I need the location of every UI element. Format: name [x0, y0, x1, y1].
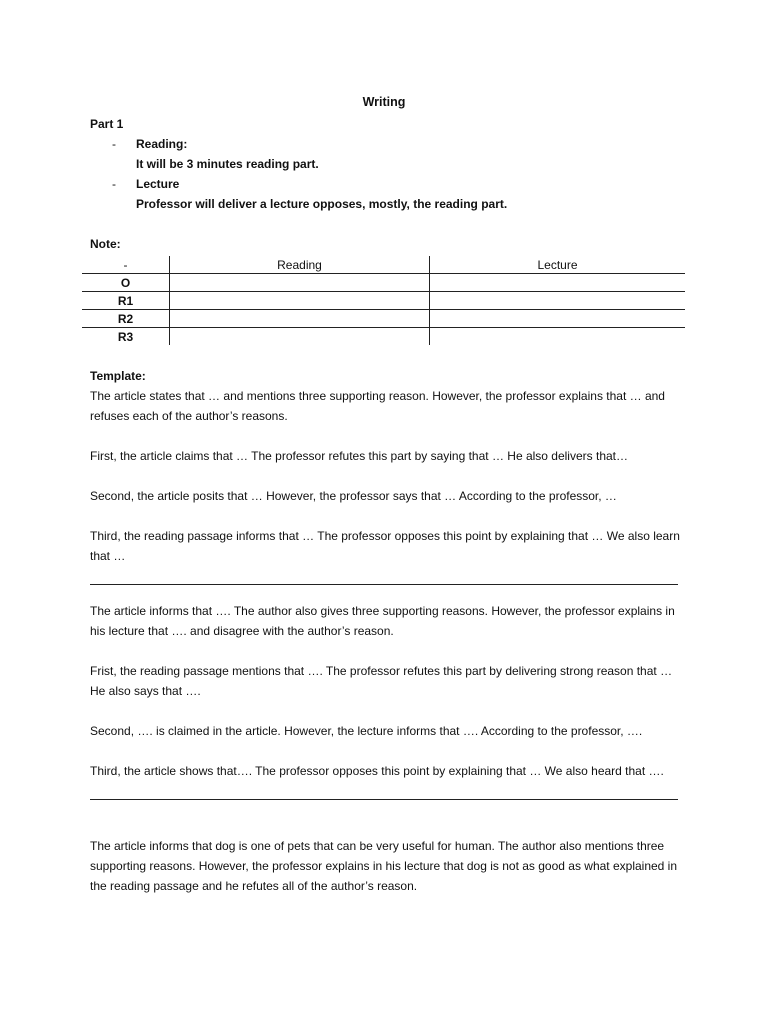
note-table — [82, 256, 685, 345]
table-row-label: R1 — [117, 293, 134, 308]
table-row-label: O — [120, 275, 131, 290]
table-cell — [430, 310, 686, 328]
table-row — [82, 310, 685, 328]
table-cell — [430, 274, 686, 292]
section-divider — [90, 799, 678, 800]
table-cell — [430, 328, 686, 346]
table-header-cell: - — [123, 257, 128, 272]
template-label: Template: — [90, 369, 146, 383]
bullet-dash: - — [112, 137, 116, 151]
table-row-label: R2 — [117, 311, 134, 326]
table-header-cell: Lecture — [430, 256, 686, 274]
bullet-dash: - — [112, 177, 116, 191]
bullet-reading-heading: Reading: — [136, 137, 188, 151]
template-paragraph: First, the article claims that … The professor refutes this part by saying that … He also delivers that… — [90, 449, 628, 463]
table-header-row — [82, 256, 685, 274]
section2-paragraph: The article informs that …. The author also gives three supporting reasons. However, the professor explains in his lecture that …. and disagree with the author’s reason. — [90, 604, 675, 638]
section2-paragraph: Second, …. is claimed in the article. However, the lecture informs that …. According to the professor, …. — [90, 724, 643, 738]
table-cell — [170, 328, 430, 346]
section2-paragraph: Frist, the reading passage mentions that …. The professor refutes this part by delivering strong reason that … He also says that …. — [90, 664, 673, 698]
bullet-lecture-text: Professor will deliver a lecture opposes, mostly, the reading part. — [136, 197, 508, 211]
table-row-label: R3 — [117, 329, 134, 344]
example-paragraph: The article informs that dog is one of pets that can be very useful for human. The author also mentions three supporting reasons. However, the professor explains in his lecture that dog is not as good as what explained in the reading passage and he refutes all of the author’s reason. — [90, 839, 678, 893]
page-title: Writing — [362, 95, 406, 109]
table-row — [82, 274, 685, 292]
section-divider — [90, 584, 678, 585]
table-cell — [430, 292, 686, 310]
part-heading: Part 1 — [90, 117, 124, 131]
bullet-reading-text: It will be 3 minutes reading part. — [136, 157, 319, 171]
table-row — [82, 292, 685, 310]
table-row — [82, 328, 685, 346]
table-header-cell: Reading — [170, 256, 430, 274]
template-paragraph: The article states that … and mentions three supporting reason. However, the professor explains that … and refuses each of the author’s reasons. — [90, 389, 665, 423]
table-cell — [170, 292, 430, 310]
bullet-lecture-heading: Lecture — [136, 177, 180, 191]
table-cell — [170, 310, 430, 328]
template-paragraph: Third, the reading passage informs that … The professor opposes this point by explaining that … We also learn that … — [90, 529, 680, 563]
section2-paragraph: Third, the article shows that…. The professor opposes this point by explaining that … We also heard that …. — [90, 764, 664, 778]
template-paragraph: Second, the article posits that … However, the professor says that … According to the professor, … — [90, 489, 617, 503]
note-label: Note: — [90, 237, 121, 251]
table-cell — [170, 274, 430, 292]
